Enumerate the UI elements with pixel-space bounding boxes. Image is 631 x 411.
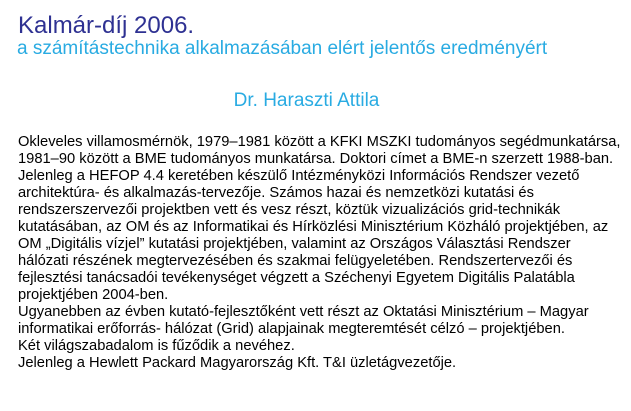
biography-line: Jelenleg a HEFOP 4.4 keretében készülő Intézményközi Információs Rendszer vezető	[18, 168, 580, 184]
biography-line: fejlesztési tanácsadói tevékenységet végzett a Széchenyi Egyetem Digitális Palatábla	[18, 270, 575, 286]
biography-line: informatikai erőforrás- hálózat (Grid) alapjainak megteremtését célzó – projektjében.	[18, 321, 565, 337]
biography-line: Jelenleg a Hewlett Packard Magyarország Kft. T&I üzletágvezetője.	[18, 355, 457, 371]
biography-line: OM „Digitális vízjel” kutatási projektjében, valamint az Országos Választási Rendszer	[18, 236, 571, 252]
biography-line: projektjében 2004-ben.	[18, 287, 169, 303]
biography-line: architektúra- és alkalmazás-tervezője. Számos hazai és nemzetközi kutatási és	[18, 185, 534, 201]
biography-line: rendszerszervezői projektben vett és vesz részt, köztük vizualizációs grid-technikák	[18, 202, 561, 218]
page-title: Kalmár-díj 2006.	[18, 12, 195, 39]
biography-text	[18, 134, 620, 372]
biography-line: Okleveles villamosmérnök, 1979–1981 között a KFKI MSZKI tudományos segédmunkatársa,	[18, 134, 621, 150]
biography-line: 1981–90 között a BME tudományos munkatársa. Doktori címet a BME-n szerzett 1988-ban.	[18, 151, 614, 167]
biography-line: Két világszabadalom is fűződik a nevéhez.	[18, 338, 295, 354]
biography-line: hálózati részének megtervezésében és szakmai felügyeletében. Rendszertervezői és	[18, 253, 573, 269]
biography-line: Ugyanebben az évben kutató-fejlesztőként vett részt az Oktatási Minisztérium – Magyar	[18, 304, 589, 320]
biography-line: kutatásában, az OM és az Informatikai és Hírközlési Minisztérium Közháló projektjében, az	[18, 219, 609, 235]
page-subtitle: a számítástechnika alkalmazásában elért jelentős eredményért	[17, 38, 548, 59]
recipient-name: Dr. Haraszti Attila	[233, 90, 380, 111]
